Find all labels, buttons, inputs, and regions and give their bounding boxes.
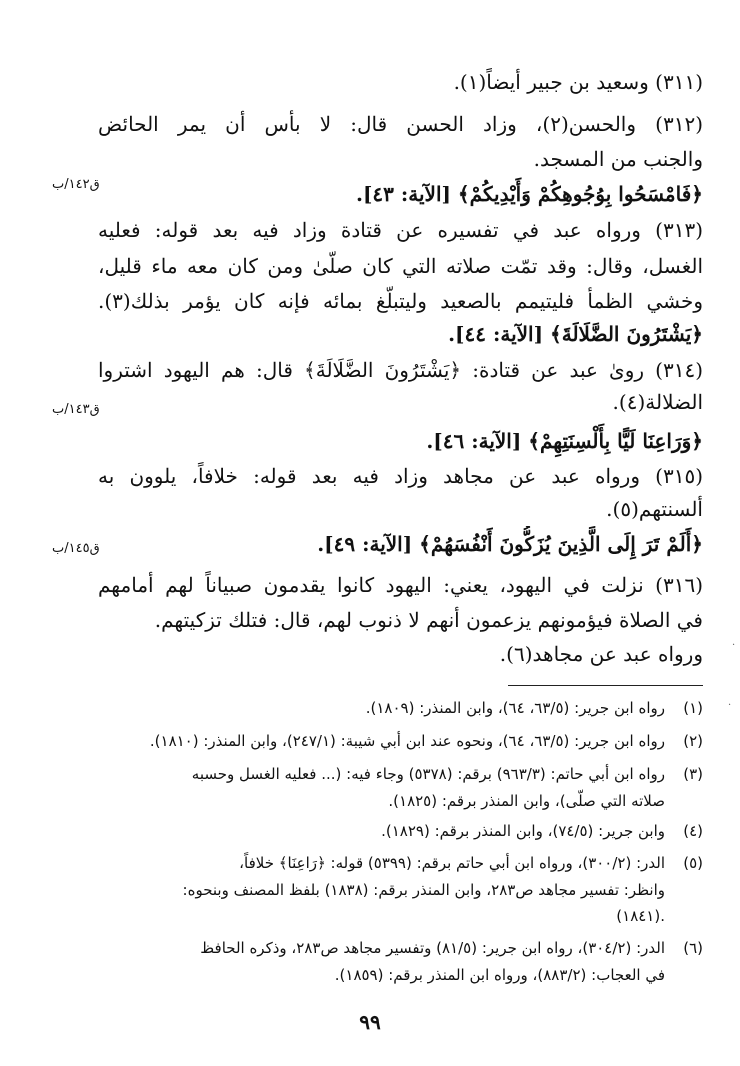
- page-number: ٩٩: [359, 1010, 381, 1034]
- footnote-2-number: (٢): [683, 732, 703, 750]
- text-line-12: (٣١٥) ورواه عبد عن مجاهد وزاد فيه بعد قوله: خلافاً، يلوون به: [98, 464, 703, 488]
- footnote-4-text: وابن جرير: (٧٤/٥)، وابن المنذر برقم: (١٨٢٩).: [381, 822, 665, 840]
- footnote-divider: [508, 685, 703, 686]
- footnote-1-text: رواه ابن جرير: (٦٣/٥، ٦٤)، وابن المنذر: (١٨٠٩).: [365, 699, 665, 717]
- quran-verse-44: ﴿يَشْتَرُونَ الضَّلَالَةَ﴾ [الآية: ٤٤].: [448, 322, 703, 346]
- footnote-5-text-3: (١٨٤١).: [616, 907, 665, 925]
- text-line-16: في الصلاة فيؤمونهم يزعمون أنهم لا ذنوب لهم، قال: فتلك تزكيتهم.: [154, 608, 703, 632]
- text-line-9: (٣١٤) روىٰ عبد عن قتادة: ﴿يَشْتَرُونَ الضَّلَالَةَ﴾ قال: هم اليهود اشتروا: [98, 358, 703, 382]
- text-line-15: (٣١٦) نزلت في اليهود، يعني: اليهود كانوا يقدمون صبياناً لهم أمامهم: [98, 573, 703, 597]
- footnote-6-text-1: الدر: (٣٠٤/٢)، رواه ابن جرير: (٨١/٥) وتفسير مجاهد ص٢٨٣، وذكره الحافظ: [200, 939, 665, 957]
- footnote-1-number: (١): [683, 699, 703, 717]
- footnote-4-number: (٤): [683, 822, 703, 840]
- footnote-3-number: (٣): [683, 765, 703, 783]
- text-line-2: (٣١٢) والحسن(٢)، وزاد الحسن قال: لا بأس أن يمر الحائض: [98, 112, 703, 136]
- footnote-3-text-1: رواه ابن أبي حاتم: (٩٦٣/٣) برقم: (٥٣٧٨) وجاء فيه: (... فعليه الغسل وحسبه: [191, 765, 665, 783]
- scan-speck: ·: [728, 700, 732, 711]
- text-line-6: الغسل، وقال: وقد تمّت صلاته التي كان صلّىٰ ومن كان معه ماء قليل،: [98, 254, 703, 278]
- margin-note-1: ق١٤٢/ب: [52, 177, 100, 192]
- text-line-5: (٣١٣) ورواه عبد في تفسيره عن قتادة وزاد فيه بعد قوله: فعليه: [98, 218, 703, 242]
- text-line-7: وخشي الظمأ فليتيمم بالصعيد وليتبلّغ بمائه فإنه كان يؤمر بذلك(٣).: [98, 289, 703, 313]
- quran-verse-46: ﴿وَرَاعِنَا لَيًّا بِأَلْسِنَتِهِمْ﴾ [الآية: ٤٦].: [426, 429, 703, 453]
- footnote-2-text: رواه ابن جرير: (٦٣/٥، ٦٤)، ونحوه عند ابن أبي شيبة: (٢٤٧/١)، وابن المنذر: (١٨١٠).: [149, 732, 665, 750]
- footnote-6-number: (٦): [683, 939, 703, 957]
- quran-verse-49: ﴿أَلَمْ تَرَ إِلَى الَّذِينَ يُزَكُّونَ أَنْفُسَهُمْ﴾ [الآية: ٤٩].: [317, 532, 703, 556]
- footnote-5-number: (٥): [683, 854, 703, 872]
- scan-speck: ·: [732, 640, 736, 651]
- margin-note-3: ق١٤٥/ب: [52, 541, 100, 556]
- footnote-5-text-1: الدر: (٣٠٠/٢)، ورواه ابن أبي حاتم برقم: (٥٣٩٩) قوله: ﴿رَاعِنَا﴾ خلافاً،: [239, 854, 665, 872]
- footnote-6-text-2: في العجاب: (٨٨٣/٢)، ورواه ابن المنذر برقم: (١٨٥٩).: [334, 966, 665, 984]
- text-line-1: (٣١١) وسعيد بن جبير أيضاً(١).: [453, 70, 703, 94]
- text-line-17: ورواه عبد عن مجاهد(٦).: [499, 642, 703, 666]
- footnote-5-text-2: وانظر: تفسير مجاهد ص٢٨٣، وابن المنذر برقم: (١٨٣٨) بلفظ المصنف وبنحوه:: [182, 881, 665, 899]
- footnote-3-text-2: صلاته التي صلّى)، وابن المنذر برقم: (١٨٢٥).: [388, 792, 665, 810]
- text-line-3: والجنب من المسجد.: [533, 147, 703, 171]
- text-line-10: الضلالة(٤).: [612, 390, 703, 414]
- quran-verse-43: ﴿فَامْسَحُوا بِوُجُوهِكُمْ وَأَيْدِيكُمْ﴾ [الآية: ٤٣].: [355, 182, 703, 206]
- margin-note-2: ق١٤٣/ب: [52, 402, 100, 417]
- text-line-13: ألسنتهم(٥).: [606, 497, 703, 521]
